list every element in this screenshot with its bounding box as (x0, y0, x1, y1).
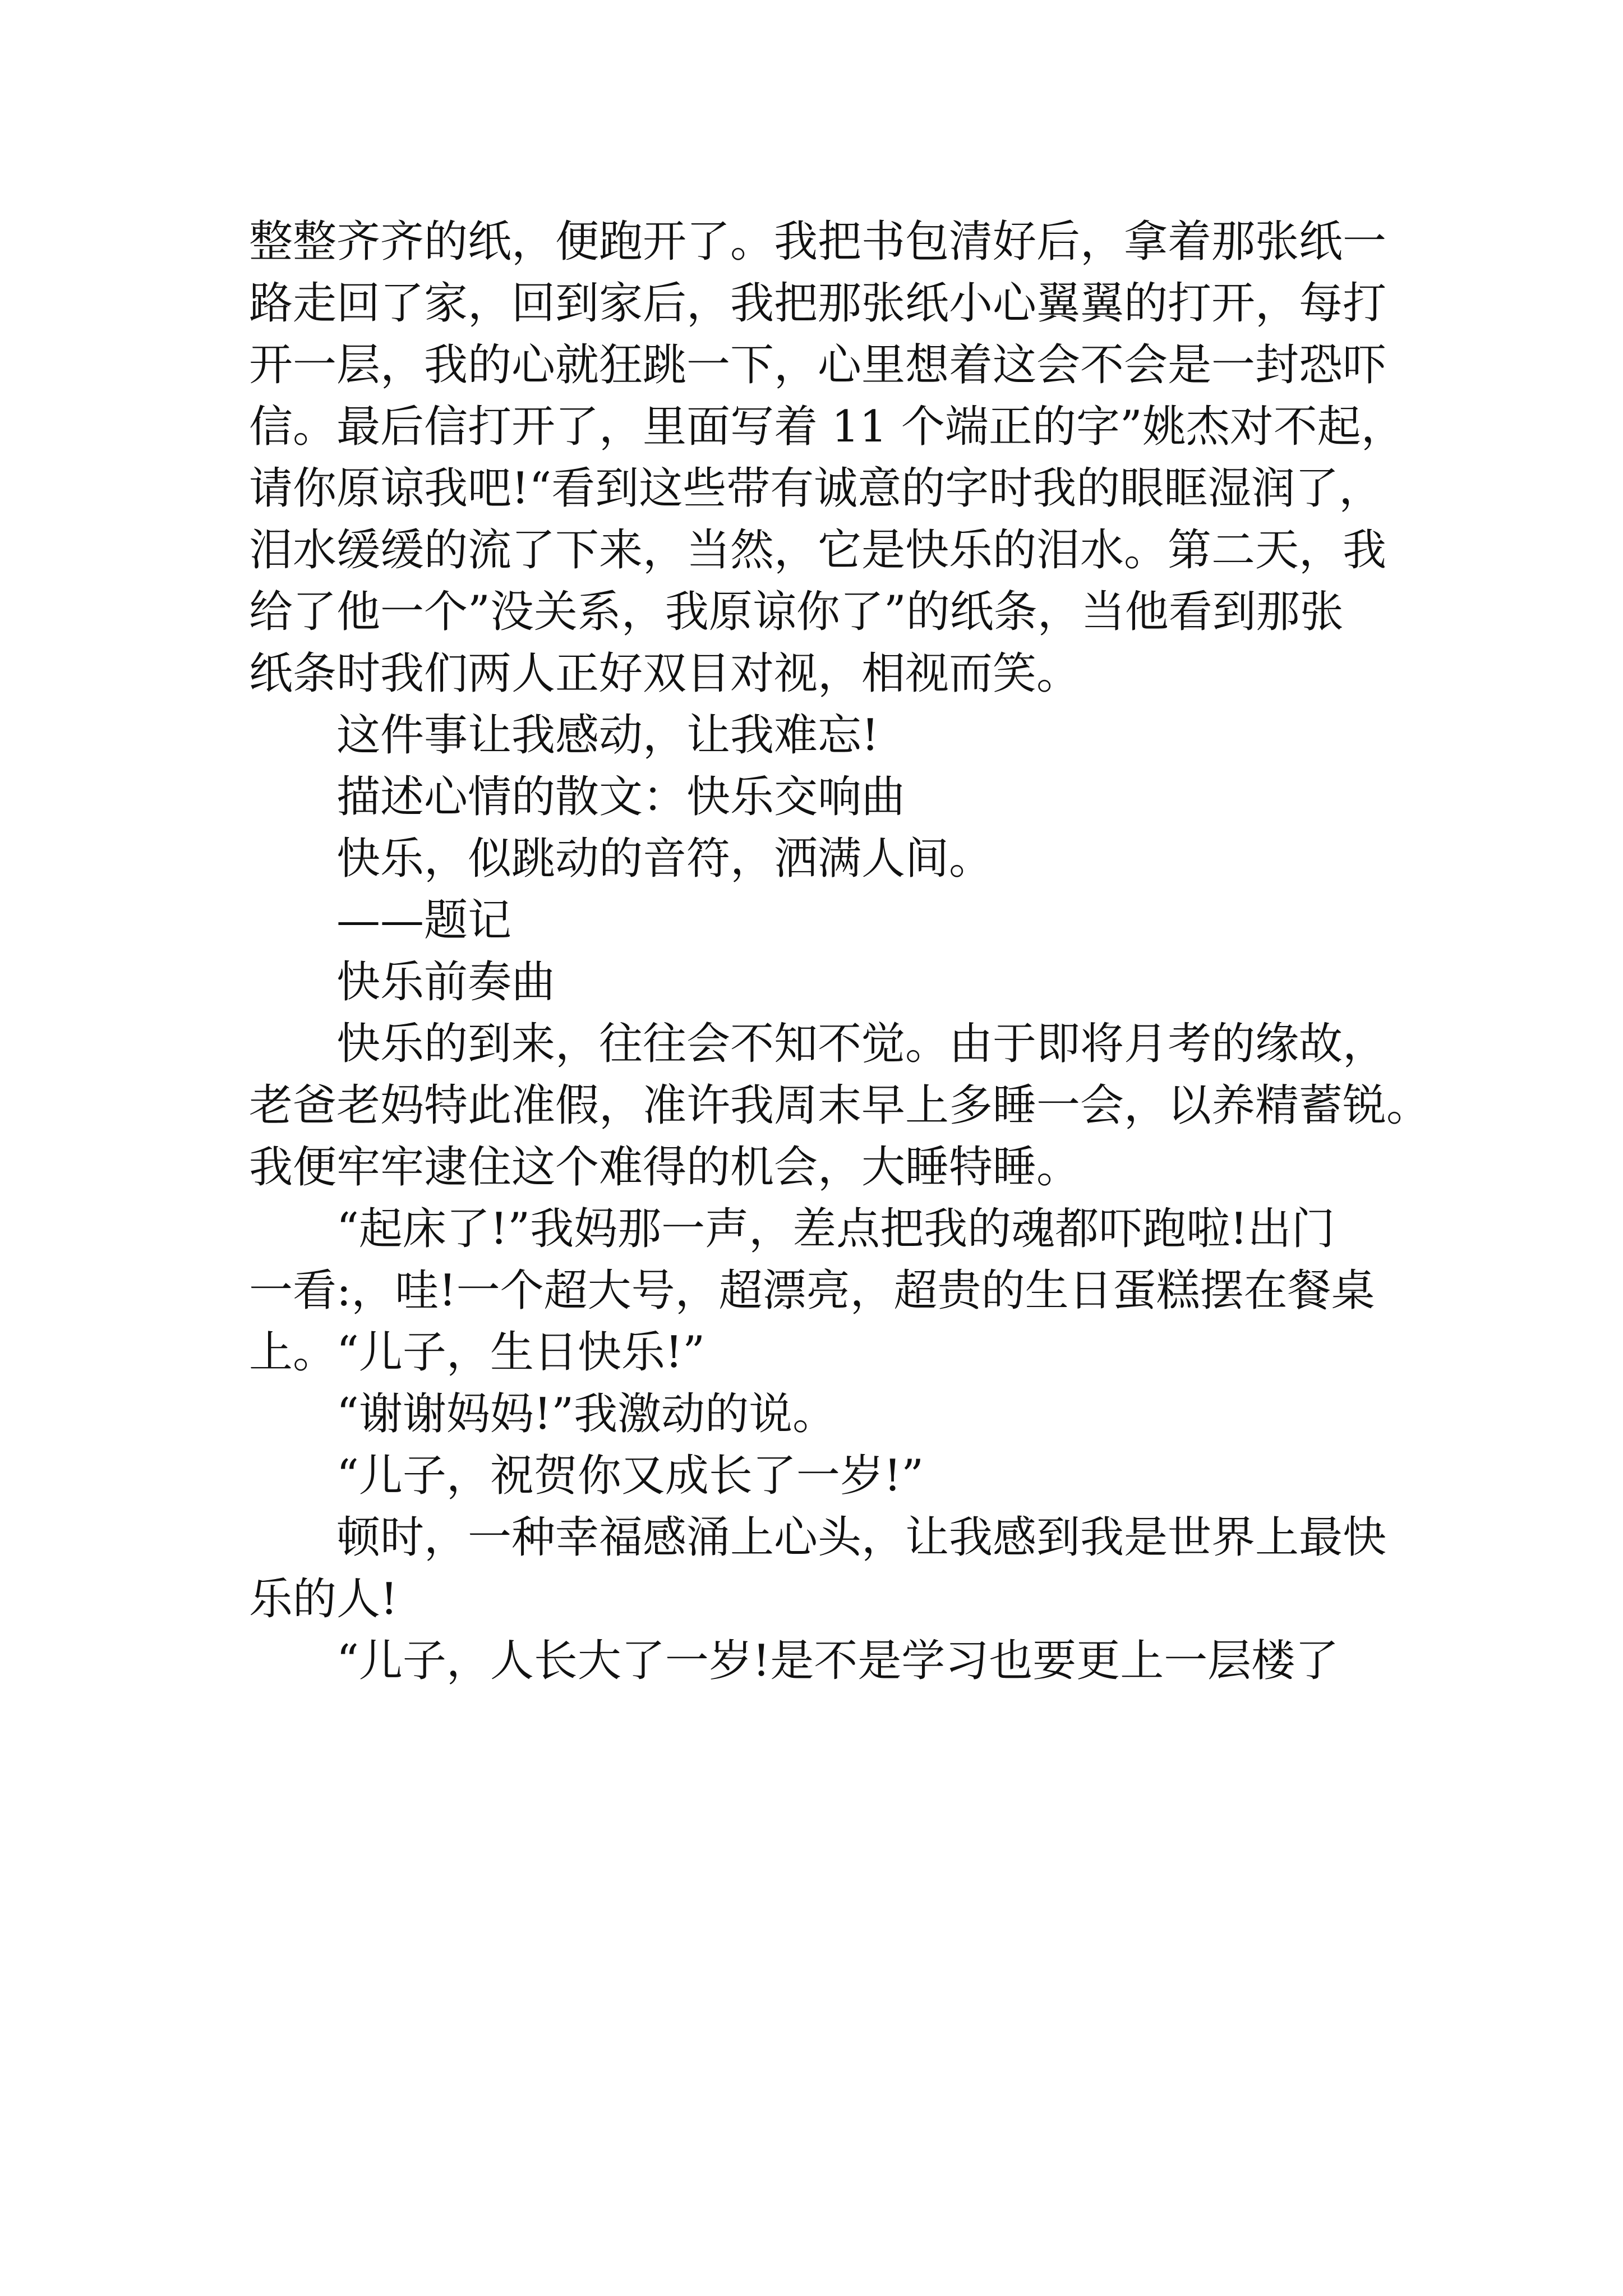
text-line: 纸条时我们两人正好双目对视，相视而笑。 (249, 648, 1081, 699)
text-line: 上。“儿子，生日快乐!” (249, 1327, 706, 1378)
text-line: 泪水缓缓的流了下来，当然，它是快乐的泪水。第二天，我 (249, 525, 1387, 576)
text-line: 快乐的到来，往往会不知不觉。由于即将月考的缘故， (336, 1019, 1387, 1069)
text-line: 请你原谅我吧!“看到这些带有诚意的字时我的眼眶湿润了， (249, 463, 1383, 514)
text-line: 信。最后信打开了，里面写着 11 个端正的字”姚杰对不起， (249, 402, 1405, 452)
text-line: 顿时，一种幸福感涌上心头，让我感到我是世界上最快 (336, 1512, 1387, 1563)
text-line: 乐的人! (249, 1574, 398, 1625)
text-line: ——题记 (336, 895, 512, 946)
text-line: 路走回了家，回到家后，我把那张纸小心翼翼的打开，每打 (249, 278, 1387, 329)
text-line: 快乐，似跳动的音符，洒满人间。 (336, 834, 993, 884)
text-line: “儿子，人长大了一岁!是不是学习也要更上一层楼了 (336, 1636, 1339, 1686)
text-line: 这件事让我感动，让我难忘! (336, 710, 879, 761)
text-line: 老爸老妈特此准假，准许我周末早上多睡一会，以养精蓄锐。 (249, 1080, 1431, 1131)
text-line: 描述心情的散文：快乐交响曲 (336, 772, 906, 822)
text-line: 给了他一个”没关系，我原谅你了”的纸条，当他看到那张 (249, 587, 1344, 637)
text-line: “起床了!”我妈那一声，差点把我的魂都吓跑啦!出门 (336, 1204, 1335, 1254)
text-line: 开一层，我的心就狂跳一下，心里想着这会不会是一封恐吓 (249, 340, 1387, 390)
text-line: “谢谢妈妈!”我激动的说。 (336, 1389, 837, 1439)
text-line: 整整齐齐的纸，便跑开了。我把书包清好后，拿着那张纸一 (249, 217, 1387, 267)
document-body (249, 211, 1431, 1692)
text-line: “儿子，祝贺你又成长了一岁!” (336, 1451, 924, 1501)
text-line: 快乐前奏曲 (336, 957, 556, 1007)
text-line: 我便牢牢逮住这个难得的机会，大睡特睡。 (249, 1142, 1081, 1193)
text-line: 一看:，哇!一个超大号，超漂亮，超贵的生日蛋糕摆在餐桌 (249, 1266, 1375, 1316)
